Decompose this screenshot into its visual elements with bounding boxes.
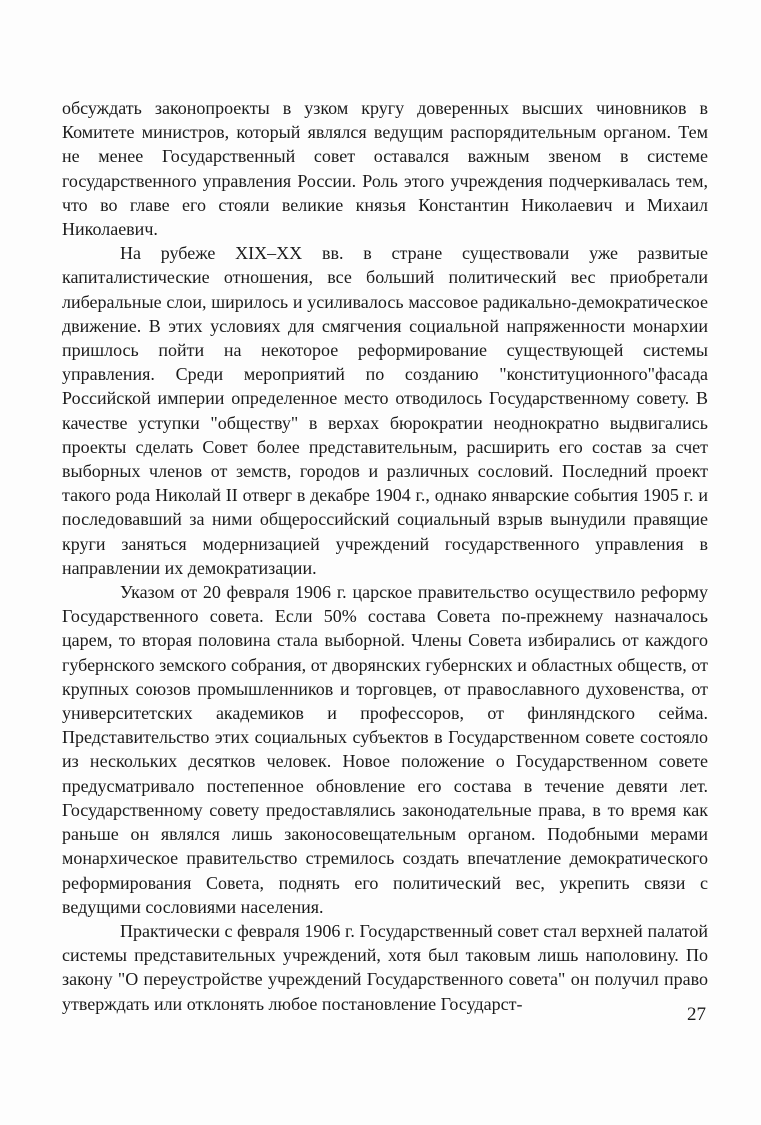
body-text (62, 96, 708, 1016)
paragraph-1: обсуждать законопроекты в узком кругу доверенных высших чиновников в Комитете министров, который являлся ведущим распорядительным органом. Тем не менее Государственный совет оставался важным звеном в системе государственного управления России. Роль этого учреждения подчеркивалась тем, что во главе его стояли великие князья Константин Николаевич и Михаил Николаевич. (62, 98, 708, 240)
paragraph-4: Практически с февраля 1906 г. Государственный совет стал верхней палатой системы представительных учреждений, хотя был таковым лишь наполовину. По закону "О переустройстве учреждений Государственного совета" он получил право утверждать или отклонять любое постановление Государст- (62, 920, 708, 1014)
paragraph-2: На рубеже XIX–XX вв. в стране существовали уже развитые капиталистические отношения, все больший политический вес приобретали либеральные слои, ширилось и усиливалось массовое радикально-демократическое движение. В этих условиях для смягчения социальной напряженности монархии пришлось пойти на некоторое реформирование существующей системы управления. Среди мероприятий по созданию "конституционного"фасада Российской империи определенное место отводилось Государственному совету. В качестве уступки "обществу" в верхах бюрократии неоднократно выдвигались проекты сделать Совет более представительным, расширить его состав за счет выборных членов от земств, городов и различных сословий. Последний проект такого рода Николай II отверг в декабре 1904 г., однако январские события 1905 г. и последовавший за ними общероссийский социальный взрыв вынудили правящие круги заняться модернизацией учреждений государственного управления в направлении их демократизации. (62, 243, 708, 578)
paragraph-3: Указом от 20 февраля 1906 г. царское правительство осуществило реформу Государственного совета. Если 50% состава Совета по-прежнему назначалось царем, то вторая половина стала выборной. Члены Совета избирались от каждого губернского земского собрания, от дворянских губернских и областных обществ, от крупных союзов промышленников и торговцев, от православного духовенства, от университетских академиков и профессоров, от финляндского сейма. Представительство этих социальных субъектов в Государственном совете состояло из нескольких десятков человек. Новое положение о Государственном совете предусматривало постепенное обновление его состава в течение девяти лет. Государственному совету предоставлялись законодательные права, в то время как раньше он являлся лишь законосовещательным органом. Подобными мерами монархическое правительство стремилось создать впечатление демократического реформирования Совета, поднять его политический вес, укрепить связи с ведущими сословиями населения. (62, 582, 708, 917)
page-number: 27 (687, 1004, 706, 1025)
